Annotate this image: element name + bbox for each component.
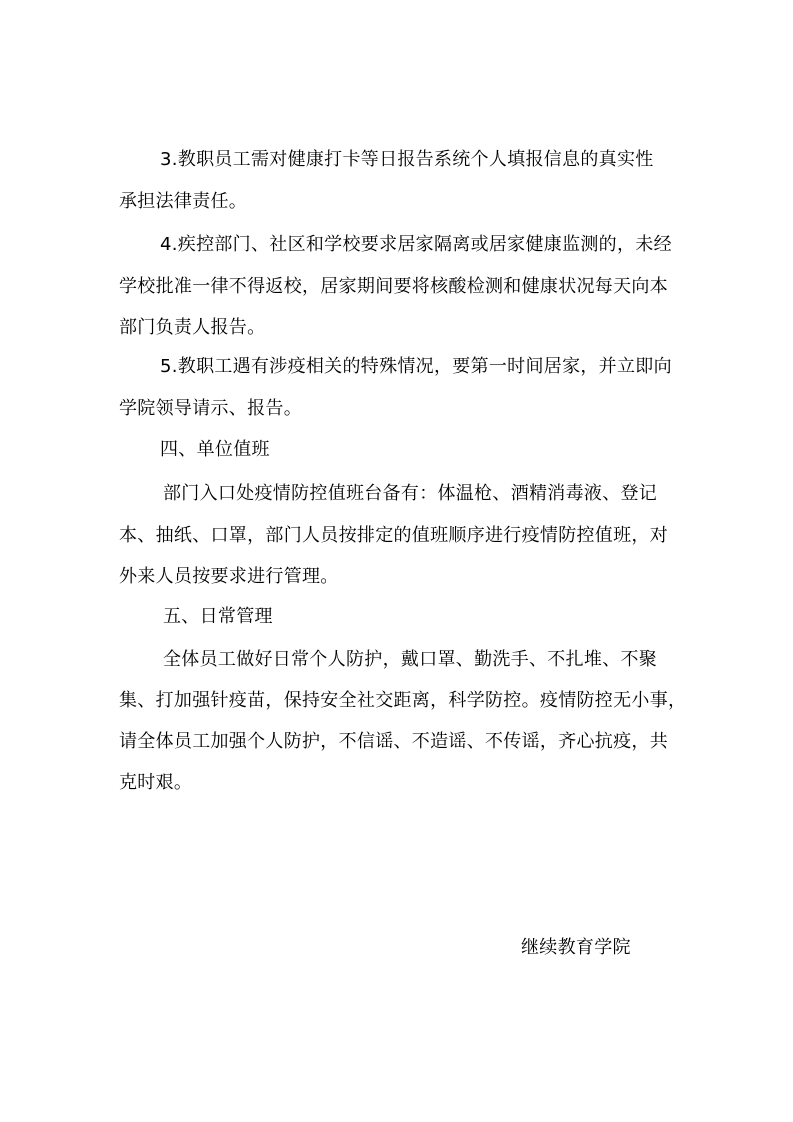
item5-line1: 5.教职工遇有涉疫相关的特殊情况，要第一时间居家，并立即向 (160, 356, 672, 377)
section5-line1: 全体员工做好日常个人防护，戴口罩、勤洗手、不扎堆、不聚 (163, 649, 658, 670)
item5-line2: 学院领导请示、报告。 (119, 398, 302, 419)
signature-organization: 继续教育学院 (521, 937, 631, 958)
section4-line1: 部门入口处疫情防控值班台备有：体温枪、酒精消毒液、登记 (163, 483, 658, 504)
section5-line2: 集、打加强针疫苗，保持安全社交距离，科学防控。疫情防控无小事， (119, 690, 687, 711)
item4-line2: 学校批准一律不得返校，居家期间要将核酸检测和健康状况每天向本 (119, 276, 668, 297)
section5-line3: 请全体员工加强个人防护，不信谣、不造谣、不传谣，齐心抗疫，共 (119, 731, 668, 752)
item4-line3: 部门负责人报告。 (119, 317, 266, 338)
item3-line1: 3.教职员工需对健康打卡等日报告系统个人填报信息的真实性 (160, 149, 654, 170)
section5-line4: 克时艰。 (119, 772, 193, 793)
section4-line2: 本、抽纸、口罩，部门人员按排定的值班顺序进行疫情防控值班，对 (119, 525, 668, 546)
item3-line2: 承担法律责任。 (119, 191, 248, 212)
section4-line3: 外来人员按要求进行管理。 (119, 566, 339, 587)
section4-heading: 四、单位值班 (160, 439, 270, 460)
item4-line1: 4.疾控部门、社区和学校要求居家隔离或居家健康监测的，未经 (160, 234, 672, 255)
section5-heading: 五、日常管理 (163, 606, 273, 627)
